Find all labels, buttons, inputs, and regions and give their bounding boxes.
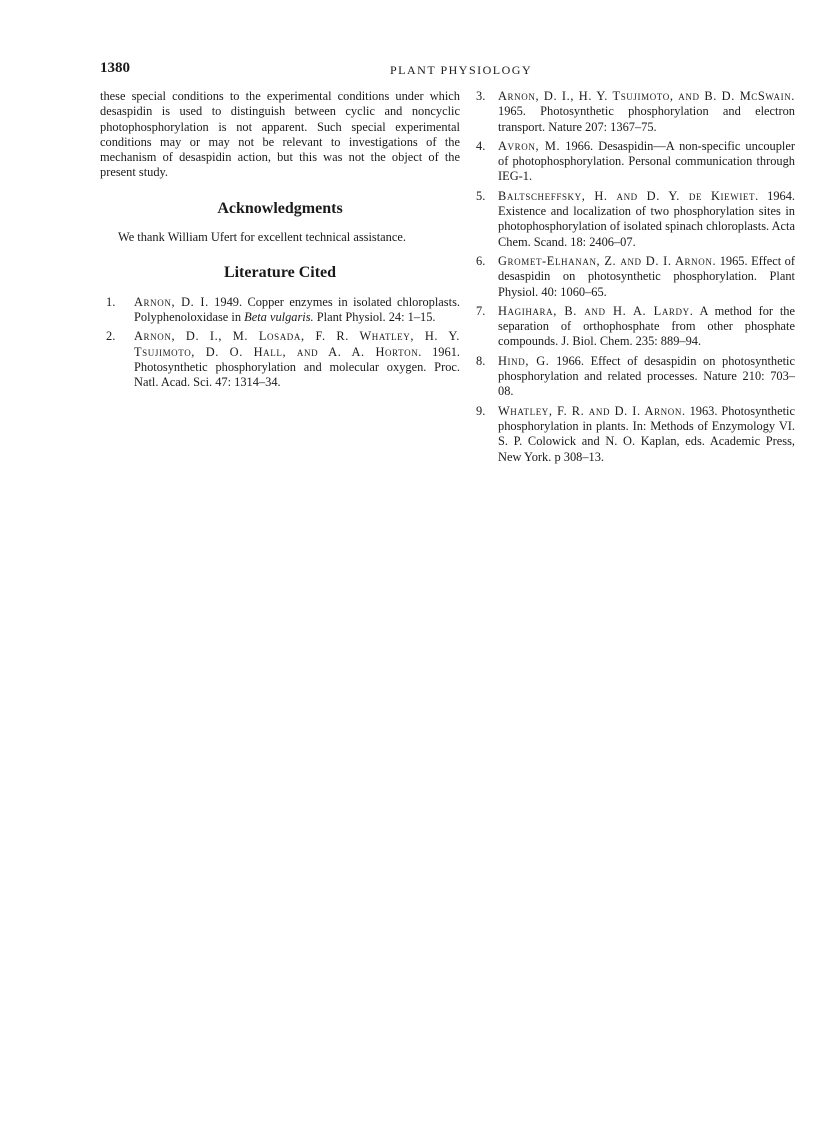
reference-list-left xyxy=(100,295,460,391)
acknowledgments-text: We thank William Ufert for excellent technical assistance. xyxy=(118,230,406,245)
literature-heading: Literature Cited xyxy=(223,264,337,282)
body-paragraph: these special conditions to the experimental conditions under which desaspidin is used to distinguish between cyclic and noncyclic photophosphorylation is not apparent. Such special experimental conditions may or may not be relevant to investigations of the mechanism of desaspidin action, but this was not the object of the present study. xyxy=(100,89,460,180)
reference-item xyxy=(470,254,795,300)
reference-number: 8. xyxy=(476,353,486,368)
reference-authors: Hind, G. xyxy=(498,353,550,368)
acknowledgments-heading: Acknowledgments xyxy=(217,199,343,217)
reference-authors: Arnon, D. I., H. Y. Tsujimoto, and B. D. McSwain. xyxy=(498,89,795,103)
reference-text: 1966. Effect of desaspidin on photosynthetic phosphorylation and related processes. Nature 210: 703–08. xyxy=(498,353,795,399)
reference-number: 7. xyxy=(476,303,486,318)
reference-number: 6. xyxy=(476,253,486,268)
reference-text: 1965. Photosynthetic phosphorylation and electron transport. Nature 207: 1367–75. xyxy=(498,104,795,134)
reference-authors: Avron, M. xyxy=(498,138,561,153)
reference-item xyxy=(470,139,795,185)
reference-number: 3. xyxy=(476,89,486,103)
reference-authors: Arnon, D. I. xyxy=(134,294,209,309)
reference-authors: Whatley, F. R. and D. I. Arnon. xyxy=(498,403,686,418)
reference-authors: Baltscheffsky, H. and D. Y. de Kiewiet. xyxy=(498,188,759,203)
reference-italic-text: Beta vulgaris. xyxy=(244,309,314,324)
reference-item xyxy=(100,295,460,326)
reference-authors: Hagihara, B. and H. A. Lardy. xyxy=(498,303,694,318)
reference-number: 2. xyxy=(106,329,116,344)
reference-item xyxy=(470,304,795,350)
reference-number: 1. xyxy=(106,294,116,309)
left-column xyxy=(100,89,460,394)
reference-item xyxy=(100,329,460,390)
page-number: 1380 xyxy=(100,60,130,76)
reference-item xyxy=(470,354,795,400)
reference-item xyxy=(470,89,795,135)
reference-text: 1961. Photosynthetic phosphorylation and molecular oxygen. Proc. Natl. Acad. Sci. 47: 1314–34. xyxy=(134,344,460,390)
reference-item xyxy=(470,189,795,250)
reference-text: 1963. Photosynthetic phosphorylation in plants. In: Methods of Enzymology VI. S. P. Colowick and N. O. Kaplan, eds. Academic Press, New York. p 308–13. xyxy=(498,403,795,464)
reference-item xyxy=(470,404,795,465)
right-column xyxy=(470,89,795,469)
reference-number: 4. xyxy=(476,138,486,153)
reference-text-end: Plant Physiol. 24: 1–15. xyxy=(313,309,436,324)
reference-text: 1966. Desaspidin—A non-specific uncoupler of photophosphorylation. Personal communication through IEG-1. xyxy=(498,138,795,184)
reference-authors: Arnon, D. I., M. Losada, F. R. Whatley, H. Y. Tsujimoto, D. O. Hall, and A. A. Horton. xyxy=(134,329,460,359)
reference-text: 1964. Existence and localization of two phosphorylation sites in photophosphorylation of isolated spinach chloroplasts. Acta Chem. Scand. 18: 2406–07. xyxy=(498,188,796,249)
reference-text: A method for the separation of orthophosphate from other phosphate compounds. J. Biol. Chem. 235: 889–94. xyxy=(498,303,795,349)
reference-number: 5. xyxy=(476,188,486,203)
reference-number: 9. xyxy=(476,403,486,418)
reference-list-right xyxy=(470,89,795,465)
journal-title: PLANT PHYSIOLOGY xyxy=(390,63,533,77)
reference-text: 1965. Effect of desaspidin on photosynthetic phosphorylation. Plant Physiol. 40: 1060–65. xyxy=(498,253,795,299)
reference-text: 1949. Copper enzymes in isolated chloroplasts. Polyphenoloxidase in xyxy=(134,294,460,324)
reference-authors: Gromet-Elhanan, Z. and D. I. Arnon. xyxy=(498,253,717,268)
